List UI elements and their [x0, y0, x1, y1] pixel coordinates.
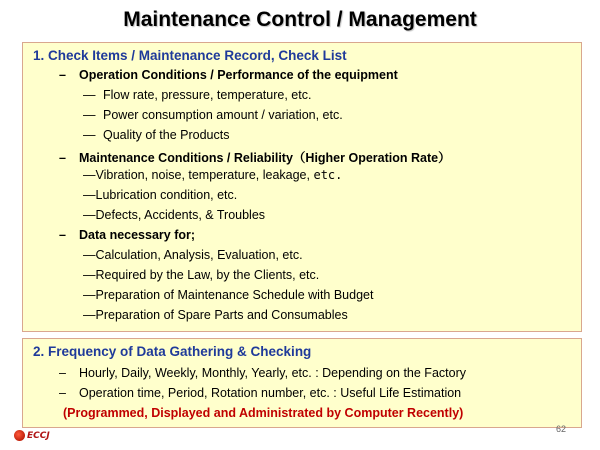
dash-marker: — — [83, 268, 96, 282]
item-text: Quality of the Products — [103, 128, 230, 142]
section2-heading: 2. Frequency of Data Gathering & Checking — [33, 344, 312, 359]
group-operation-conditions — [59, 68, 398, 82]
dash-marker: — — [83, 128, 96, 142]
dash-marker: – — [59, 151, 66, 165]
logo-mark-icon — [14, 430, 25, 441]
dash-marker: – — [59, 228, 66, 242]
dash-marker: – — [59, 366, 66, 380]
list-item — [83, 308, 348, 322]
frequency-text: Hourly, Daily, Weekly, Monthly, Yearly, etc. : Depending on the Factory — [79, 366, 466, 380]
frequency-line — [59, 386, 461, 400]
dash-marker: – — [59, 68, 66, 82]
item-text: Calculation, Analysis, Evaluation, etc. — [95, 248, 303, 262]
section1-heading: 1. Check Items / Maintenance Record, Check List — [33, 48, 347, 63]
slide-title: Maintenance Control / Management — [123, 8, 477, 31]
item-text: Vibration, noise, temperature, leakage, — [95, 168, 314, 182]
dash-marker: — — [83, 308, 96, 322]
list-item — [83, 128, 229, 142]
group-data-necessary — [59, 228, 195, 242]
dash-marker: — — [83, 88, 96, 102]
item-text: Required by the Law, by the Clients, etc. — [95, 268, 320, 282]
item-text-mono: etc. — [313, 168, 343, 182]
page-number: 62 — [555, 424, 566, 434]
frequency-text: Operation time, Period, Rotation number, etc. : Useful Life Estimation — [79, 386, 462, 400]
dash-marker: — — [83, 248, 96, 262]
frequency-line — [59, 366, 466, 380]
list-item — [83, 208, 265, 222]
dash-marker: — — [83, 108, 96, 122]
dash-marker: – — [59, 386, 66, 400]
dash-marker: — — [83, 288, 96, 302]
group-label: Maintenance Conditions / Reliability（Higher Operation Rate） — [79, 151, 451, 165]
list-item — [83, 268, 319, 282]
item-text: Defects, Accidents, & Troubles — [95, 208, 266, 222]
frequency-box — [22, 338, 582, 428]
list-item — [83, 248, 303, 262]
list-item — [83, 108, 343, 122]
eccj-logo — [14, 430, 50, 441]
list-item — [83, 188, 237, 202]
list-item — [83, 288, 373, 302]
list-item — [83, 88, 311, 102]
item-text: Lubrication condition, etc. — [95, 188, 238, 202]
item-text: Preparation of Maintenance Schedule with Budget — [95, 288, 374, 302]
list-item — [83, 168, 342, 182]
logo-text: ECCJ — [27, 430, 50, 441]
programmed-note: (Programmed, Displayed and Administrated by Computer Recently) — [63, 406, 464, 420]
item-text: Flow rate, pressure, temperature, etc. — [103, 88, 312, 102]
group-label: Data necessary for; — [79, 228, 196, 242]
dash-marker: — — [83, 208, 96, 222]
group-label: Operation Conditions / Performance of the equipment — [79, 68, 398, 82]
group-maintenance-conditions — [59, 148, 451, 166]
dash-marker: — — [83, 188, 96, 202]
check-items-box — [22, 42, 582, 332]
dash-marker: — — [83, 168, 96, 182]
item-text: Power consumption amount / variation, etc. — [103, 108, 343, 122]
item-text: Preparation of Spare Parts and Consumables — [95, 308, 348, 322]
